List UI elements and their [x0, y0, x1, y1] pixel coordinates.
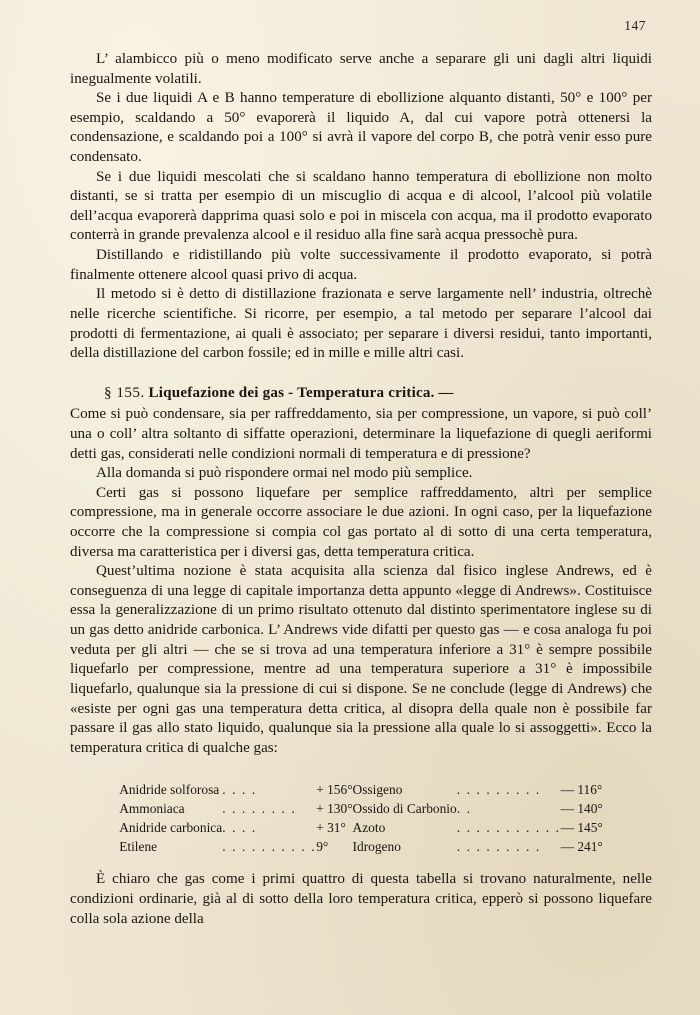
paragraph: Se i due liquidi A e B hanno temperature di ebollizione alquanto distanti, 50° e 100° per esempio, scaldando a 50° evaporerà il liquido A, dal cui vapore potrà ottenersi la condensazione, e scaldando poi a 100° si avrà il vapore del corpo B, che potrà venir esso pure condensato.: [70, 90, 652, 166]
leader-dots: . .: [456, 801, 472, 817]
paragraph: Alla domanda si può rispondere ormai nel modo più semplice.: [96, 465, 473, 482]
section-dash: —: [438, 384, 454, 401]
table-row: [119, 780, 603, 799]
critical-temperature-table-wrapper: [70, 780, 652, 856]
paragraph: Se i due liquidi mescolati che si scaldano hanno temperatura di ebollizione non molto distanti, se si tratta per esempio di un miscuglio di acqua e di alcool, l’alcool più volatile dell’acqua evaporerà dapprima quasi solo e poi in miscela con acqua, ma il prodotto evaporato conterrà in grande prevalenza alcool e il residuo alla fine sarà acqua pressochè pura.: [70, 168, 652, 244]
gas-value: + 31°: [316, 820, 346, 836]
section-title: Liquefazione dei gas - Temperatura critica.: [148, 384, 435, 401]
gas-value: + 156°: [316, 782, 353, 798]
gas-value: — 116°: [560, 782, 603, 798]
paragraph: Quest’ultima nozione è stata acquisita alla scienza dal fisico inglese Andrews, ed è conseguenza di una legge di capitale importanza detta appunto «legge di Andrews». Costituisce essa la generalizzazione di un primo risultato ottenuto dal distinto sperimentatore inglese su di un gas detto anidride carbonica. L’ Andrews vide difatti per questo gas — e cosa analoga fu poi veduta per gli altri — che se si trova ad una temperatura inferiore a 31° è sempre possibile liquefarlo per compressione, mentre ad una temperatura superiore a 31° è impossibile liquefarlo, qualunque sia la pressione di cui si dispone. Se ne conclude (legge di Andrews) che «esiste per ogni gas una temperatura detta critica, al disopra della quale non è possibile far passare il gas allo stato liquido, qualunque sia la pressione alla quale lo si assoggetti». Ecco la temperatura critica di qualche gas:: [70, 563, 652, 756]
paragraph: Come si può condensare, sia per raffreddamento, sia per compressione, un vapore, si può coll’ una o coll’ altra soltanto di siffatte operazioni, determinare la liquefazione di quegli aeriformi detti gas, considerati nelle condizioni normali di temperatura e di pressione?: [70, 406, 652, 462]
gas-name: Anidride carbonica: [119, 820, 223, 836]
gas-name: Ossido di Carbonio: [352, 801, 457, 817]
paragraph: È chiaro che gas come i primi quattro di questa tabella si trovano naturalmente, nelle condizioni ordinarie, già al di sotto della loro temperatura critica, epperò si possono liquefare colla sola azione della: [70, 871, 652, 927]
leader-dots: . . . . . . . . .: [456, 839, 541, 855]
gas-value: — 241°: [560, 839, 603, 855]
leader-dots: . . . . . . . .: [222, 801, 297, 817]
section-heading: [70, 384, 652, 404]
gas-name: Ammoniaca: [119, 801, 185, 817]
gas-name: Anidride solforosa: [119, 782, 220, 798]
leader-dots: . . . . . . . . . . .: [456, 820, 561, 836]
paragraph: L’ alambicco più o meno modificato serve anche a separare gli uni dagli altri liquidi inegualmente volatili.: [70, 51, 652, 87]
gas-value: — 140°: [560, 801, 603, 817]
page-number: 147: [624, 18, 646, 33]
gas-value: — 145°: [560, 820, 603, 836]
leader-dots: . . . .: [222, 820, 257, 836]
page-body: [70, 50, 652, 929]
leader-dots: . . . . . . . . .: [456, 782, 541, 798]
table-row: [119, 837, 603, 856]
critical-temperature-table: [119, 780, 603, 856]
table-row: [119, 799, 603, 818]
gas-value: 9°: [316, 839, 329, 855]
gas-value: + 130°: [316, 801, 353, 817]
gas-name: Ossigeno: [352, 782, 403, 798]
paragraph: Distillando e ridistillando più volte successivamente il prodotto evaporato, si potrà finalmente ottenere alcool quasi privo di acqua.: [70, 247, 652, 283]
leader-dots: . . . .: [222, 782, 257, 798]
paragraph: Certi gas si possono liquefare per semplice raffreddamento, altri per semplice compressione, ma in generale occorre associare le due azioni. In ogni caso, per la liquefazione occorre che la compressione si compia col gas portato al di sotto di una certa temperatura, diversa ma caratteristica per i diversi gas, detta temperatura critica.: [70, 484, 652, 560]
gas-name: Idrogeno: [352, 839, 401, 855]
section-number: § 155.: [104, 384, 145, 401]
gas-name: Etilene: [119, 839, 158, 855]
gas-name: Azoto: [352, 820, 386, 836]
table-row: [119, 818, 603, 837]
leader-dots: . . . . . . . . . .: [222, 839, 317, 855]
paragraph: Il metodo si è detto di distillazione frazionata e serve largamente nell’ industria, oltrechè nelle ricerche scientifiche. Si ricorre, per esempio, a tal metodo per separare l’alcool dai prodotti di fermentazione, ai quali è associato; per separare i diversi residui, tanto importanti, della distillazione del carbon fossile; ed in mille e mille altri casi.: [70, 286, 652, 362]
